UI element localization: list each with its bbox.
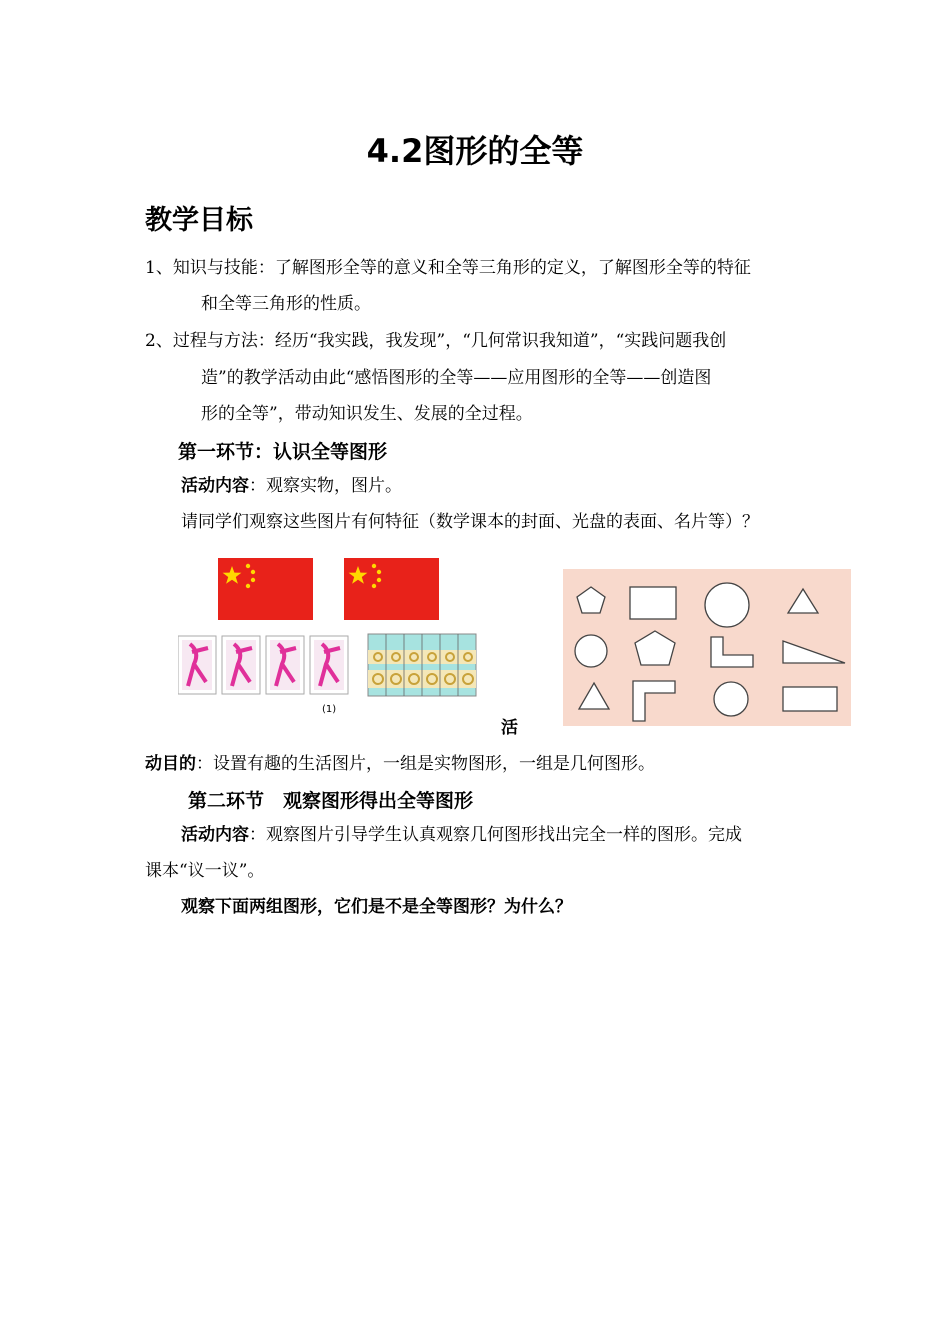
goal-1-line-2: 和全等三角形的性质。 <box>201 294 371 314</box>
stage-1-purpose-text: ：设置有趣的生活图片，一组是实物图形，一组是几何图形。 <box>196 754 655 774</box>
stamps-row <box>178 636 348 694</box>
circle-shape <box>714 682 748 716</box>
stage-1-heading: 第一环节：认识全等图形 <box>178 441 388 463</box>
goal-2-line-2: 造”的教学活动由此“感悟图形的全等——应用图形的全等——创造图 <box>201 368 712 388</box>
purpose-first-char: 活 <box>501 718 518 738</box>
rectangle-shape <box>630 587 676 619</box>
section-heading-goals: 教学目标 <box>145 205 253 236</box>
goal-1-line-1: 1、知识与技能：了解图形全等的意义和全等三角形的定义，了解图形全等的特征 <box>145 258 751 278</box>
stage-2-content-line-1 <box>181 823 742 847</box>
stage-1-purpose-label: 动目的 <box>145 754 196 774</box>
circle-shape <box>575 635 607 667</box>
flag-right <box>344 558 439 620</box>
rectangle-shape <box>783 687 837 711</box>
stage-2-content-label: 活动内容 <box>181 825 249 845</box>
circle-shape <box>705 583 749 627</box>
stage-1-purpose <box>145 752 655 776</box>
stage-2-heading: 第二环节 观察图形得出全等图形 <box>188 790 474 812</box>
stage-1-content-label: 活动内容 <box>181 476 249 496</box>
stage-2-content-text: ：观察图片引导学生认真观察几何图形找出完全一样的图形。完成 <box>249 825 742 845</box>
stage-2-question: 观察下面两组图形，它们是不是全等图形？为什么？ <box>181 897 572 917</box>
geometric-shapes-figure <box>563 569 851 726</box>
page-title: 4.2图形的全等 <box>366 132 584 170</box>
goal-2-line-1: 2、过程与方法：经历“我实践，我发现”，“几何常识我知道”，“实践问题我创 <box>145 331 727 351</box>
stage-2-content-line-2: 课本“议一议”。 <box>145 861 265 881</box>
goal-2-line-3: 形的全等”，带动知识发生、发展的全过程。 <box>201 404 533 424</box>
stage-1-question: 请同学们观察这些图片有何特征（数学课本的封面、光盘的表面、名片等）？ <box>181 512 759 532</box>
stage-1-content-text: ：观察实物，图片。 <box>249 476 402 496</box>
flag-left <box>218 558 313 620</box>
figure-caption: (1) <box>322 704 337 715</box>
real-objects-figure <box>178 552 480 722</box>
stage-1-content <box>181 474 402 498</box>
pattern-tiles <box>368 634 476 696</box>
